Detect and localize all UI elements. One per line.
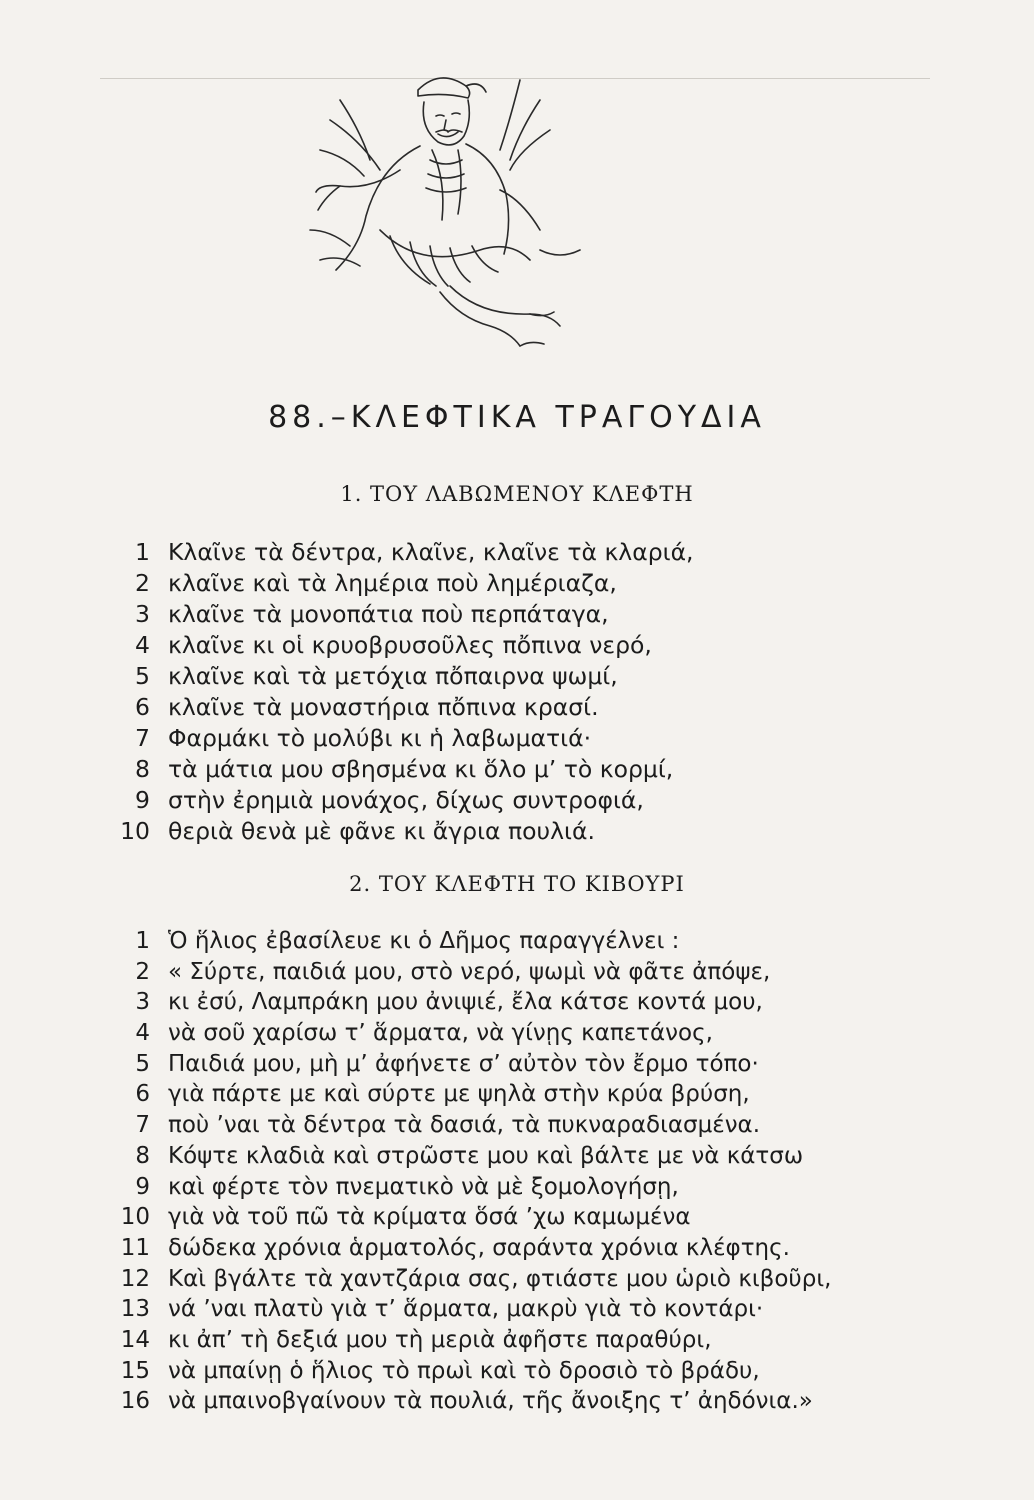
verse-line [100,1174,980,1205]
verse-text: κι ἐσύ, Λαμπράκη μου ἀνιψιέ, ἔλα κάτσε κοντά μου, [168,989,763,1016]
verse-line [100,1235,980,1266]
line-number: 8 [135,1142,150,1169]
verse-text: Φαρμάκι τὸ μολύβι κι ἡ λαβωματιά· [168,724,592,752]
line-number: 5 [135,662,150,690]
verse-line [100,693,980,724]
line-number: 9 [135,1173,150,1200]
line-number: 6 [135,693,150,721]
verse-line [100,1051,980,1082]
line-number: 5 [135,1050,150,1077]
verse-text: νὰ μπαινοβγαίνουν τὰ πουλιά, τῆς ἄνοιξης τ’ ἀηδόνια.» [168,1388,813,1415]
verse-text: Καὶ βγάλτε τὰ χαντζάρια σας, φτιάστε μου ὡριὸ κιβοῦρι, [168,1265,832,1292]
verse-text: γιὰ πάρτε με καὶ σύρτε με ψηλὰ στὴν κρύα βρύση, [168,1081,750,1108]
line-number: 9 [135,786,150,814]
verse-line [100,1112,980,1143]
line-number: 13 [120,1296,150,1323]
verse-text: ποὺ ’ναι τὰ δέντρα τὰ δασιά, τὰ πυκναραδιασμένα. [168,1112,761,1139]
line-number: 11 [120,1234,150,1261]
verse-line [100,959,980,990]
line-number: 1 [135,538,150,566]
verse-text: στὴν ἐρημιὰ μονάχος, δίχως συντροφιά, [168,786,644,814]
line-number: 8 [135,755,150,783]
line-number: 10 [120,1204,150,1231]
verse-line [100,1143,980,1174]
verse-line [100,631,980,662]
song-2-verses [100,928,980,1419]
verse-text: καὶ φέρτε τὸν πνεματικὸ νὰ μὲ ξομολογήσῃ, [168,1173,679,1200]
line-number: 12 [120,1265,150,1292]
verse-line [100,600,980,631]
verse-line [100,817,980,848]
verse-text: κλαῖνε κι οἱ κρυοβρυσοῦλες πὄπινα νερό, [168,631,652,659]
verse-text: Παιδιά μου, μὴ μ’ ἀφήνετε σ’ αὐτὸν τὸν ἔρμο τόπο· [168,1050,759,1077]
song-title-1: 1. ΤΟΥ ΛΑΒΩΜΕΝΟΥ ΚΛΕΦΤΗ [340,482,694,506]
verse-text: κλαῖνε τὰ μοναστήρια πὄπινα κρασί. [168,693,599,721]
verse-text: νά ’ναι πλατὺ γιὰ τ’ ἅρματα, μακρὺ γιὰ τὸ κοντάρι· [168,1296,764,1323]
verse-text: « Σύρτε, παιδιά μου, στὸ νερό, ψωμὶ νὰ φᾶτε ἀπόψε, [168,958,771,985]
verse-line [100,1296,980,1327]
verse-line [100,786,980,817]
line-number: 14 [120,1326,150,1353]
verse-line [100,569,980,600]
verse-line [100,724,980,755]
verse-line [100,1358,980,1389]
line-number: 3 [135,600,150,628]
verse-text: νὰ σοῦ χαρίσω τ’ ἅρματα, νὰ γίνῃς καπετάνος, [168,1020,713,1047]
chapter-title: 88.–ΚΛΕΦΤΙΚΑ ΤΡΑΓΟΥΔΙΑ [268,400,766,435]
verse-text: Ὁ ἥλιος ἐβασίλευε κι ὁ Δῆμος παραγγέλνει : [168,928,680,954]
line-number: 4 [135,1020,150,1047]
line-number: 4 [135,631,150,659]
verse-line [100,1204,980,1235]
line-number: 1 [135,928,150,954]
line-number: 6 [135,1081,150,1108]
verse-text: τὰ μάτια μου σβησμένα κι ὅλο μ’ τὸ κορμί, [168,755,674,783]
song-title-2: 2. ΤΟΥ ΚΛΕΦΤΗ ΤΟ ΚΙΒΟΥΡΙ [349,872,685,896]
verse-text: κλαῖνε καὶ τὰ λημέρια ποὺ λημέριαζα, [168,569,617,597]
verse-text: κλαῖνε τὰ μονοπάτια ποὺ περπάταγα, [168,600,609,628]
verse-line [100,755,980,786]
line-number: 2 [135,569,150,597]
verse-text: γιὰ νὰ τοῦ πῶ τὰ κρίματα ὅσά ’χω καμωμένα [168,1204,691,1231]
song-1-verses [100,538,980,848]
verse-line [100,928,980,959]
line-number: 7 [135,1112,150,1139]
verse-line [100,538,980,569]
klepht-illustration-icon [300,60,590,350]
verse-text: δώδεκα χρόνια ἁρματολός, σαράντα χρόνια κλέφτης. [168,1234,790,1261]
verse-line [100,1020,980,1051]
line-number: 10 [120,817,150,845]
line-number: 15 [120,1357,150,1384]
line-number: 7 [135,724,150,752]
line-number: 2 [135,958,150,985]
line-number: 3 [135,989,150,1016]
verse-line [100,1266,980,1297]
verse-text: Κόψτε κλαδιὰ καὶ στρῶστε μου καὶ βάλτε με νὰ κάτσω [168,1142,804,1169]
verse-text: κι ἀπ’ τὴ δεξιά μου τὴ μεριὰ ἀφῆστε παραθύρι, [168,1326,712,1353]
line-number: 16 [120,1388,150,1415]
verse-line [100,1327,980,1358]
verse-line [100,1388,980,1419]
verse-text: κλαῖνε καὶ τὰ μετόχια πὄπαιρνα ψωμί, [168,662,618,690]
verse-line [100,662,980,693]
verse-line [100,989,980,1020]
verse-text: νὰ μπαίνῃ ὁ ἥλιος τὸ πρωὶ καὶ τὸ δροσιὸ τὸ βράδυ, [168,1357,760,1384]
verse-line [100,1081,980,1112]
verse-text: θεριὰ θενὰ μὲ φᾶνε κι ἄγρια πουλιά. [168,817,595,845]
verse-text: Κλαῖνε τὰ δέντρα, κλαῖνε, κλαῖνε τὰ κλαριά, [168,538,694,566]
